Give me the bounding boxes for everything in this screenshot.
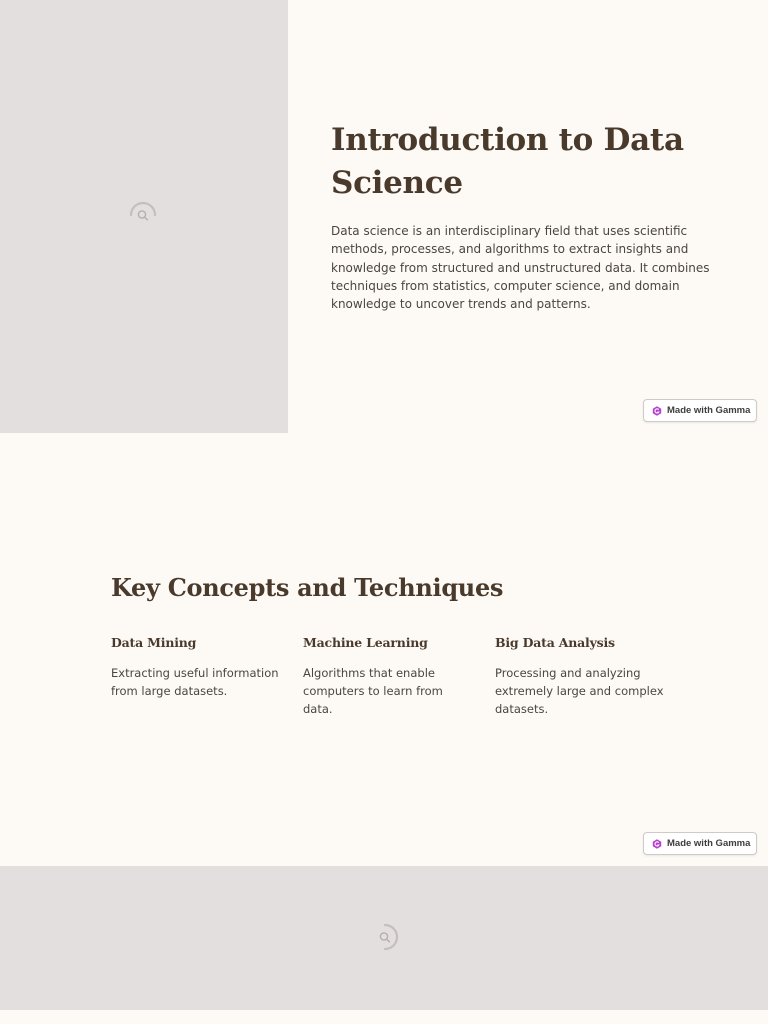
image-placeholder (0, 866, 768, 1010)
concept-card-machine-learning (303, 635, 475, 718)
page-bottom-margin (0, 1010, 768, 1024)
concept-card-data-mining (111, 635, 283, 700)
slide-title: Introduction to Data Science (331, 122, 684, 201)
slide-key-concepts (0, 433, 768, 866)
slide-image (0, 866, 768, 1010)
gamma-logo-icon (652, 839, 662, 849)
slide-description: Data science is an interdisciplinary field that uses scientific methods, processes, and algorithms to extract insights and knowledge from structured and unstructured data. It combines techniques from statistics, computer science, and domain knowledge to uncover trends and patterns. (331, 224, 710, 312)
concept-title: Big Data Analysis (495, 635, 615, 650)
badge-label: Made with Gamma (667, 405, 751, 416)
concept-description: Algorithms that enable computers to learn from data. (303, 666, 443, 716)
gamma-logo-icon (652, 406, 662, 416)
concept-card-big-data-analysis (495, 635, 667, 718)
image-placeholder (0, 0, 288, 433)
concept-title: Machine Learning (303, 635, 428, 650)
concept-description: Extracting useful information from large datasets. (111, 666, 279, 698)
image-loading-icon (127, 199, 159, 231)
concept-description: Processing and analyzing extremely large and complex datasets. (495, 666, 664, 716)
badge-label: Made with Gamma (667, 838, 751, 849)
image-loading-icon (369, 921, 401, 953)
slide-title: Key Concepts and Techniques (111, 573, 504, 602)
made-with-gamma-button[interactable] (643, 399, 757, 422)
concept-title: Data Mining (111, 635, 197, 650)
made-with-gamma-button[interactable] (643, 832, 757, 855)
slide-introduction (0, 0, 768, 433)
